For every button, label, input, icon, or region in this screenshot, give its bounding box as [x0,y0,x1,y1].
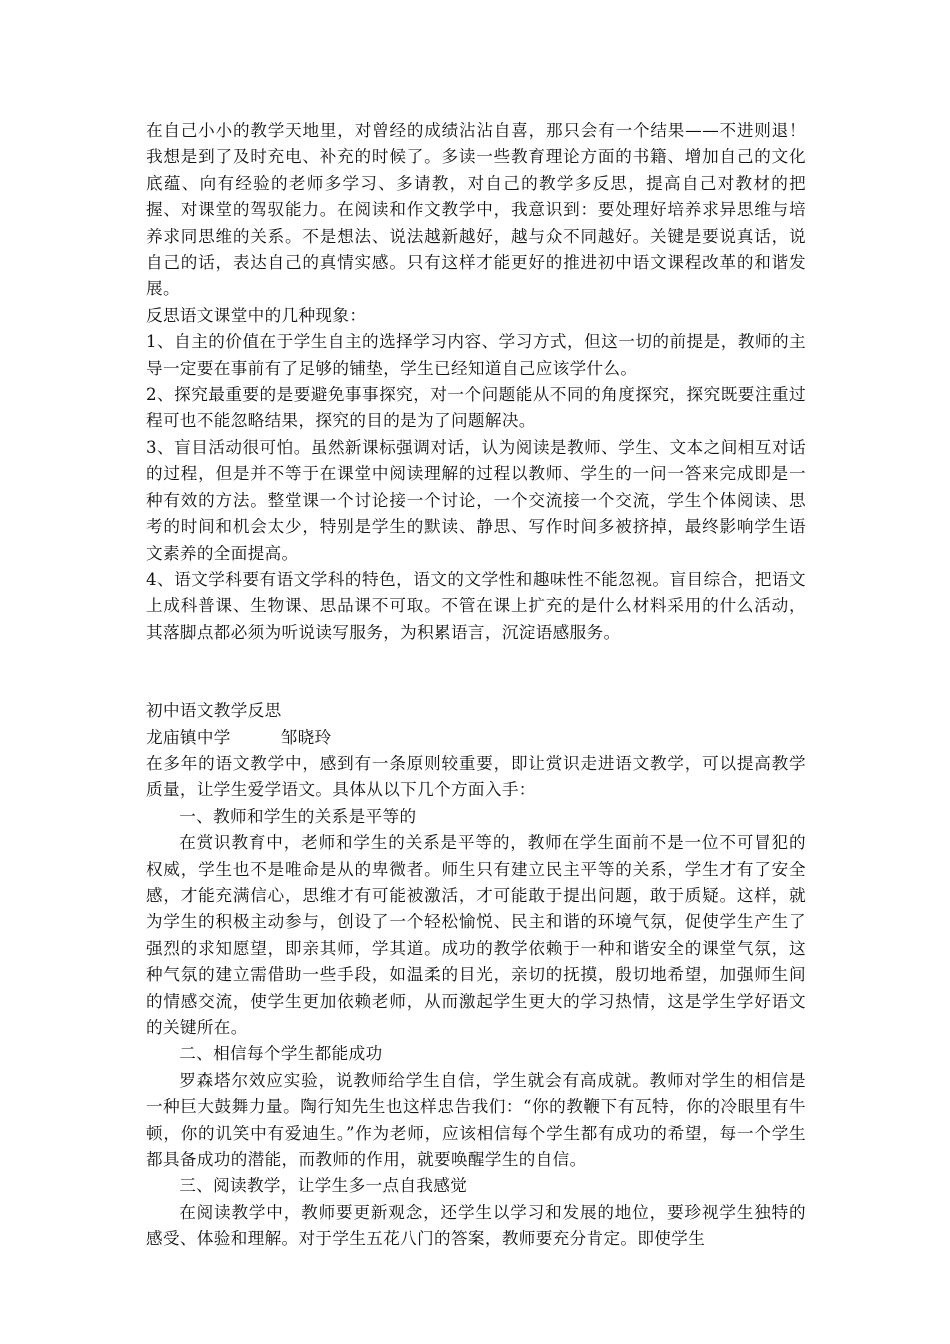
list-item-2: 2、探究最重要的是要避免事事探究，对一个问题能从不同的角度探究，探究既要注重过程可也不能忽略结果，探究的目的是为了问题解决。 [146,385,806,431]
subsection-heading-1: 一、教师和学生的关系是平等的 [179,806,417,826]
section-gap [146,646,806,698]
list-item-3: 3、盲目活动很可怕。虽然新课标强调对话，认为阅读是教师、学生、文本之间相互对话的过程，但是并不等于在课堂中阅读理解的过程以教师、学生的一问一答来完成即是一种有效的方法。整堂课一个讨论接一个讨论，一个交流接一个交流，学生个体阅读、思考的时间和机会太少，特别是学生的默读、静思、写作时间多被挤掉，最终影响学生语文素养的全面提高。 [146,437,806,563]
subsection-body-3: 在阅读教学中，教师要更新观念，还学生以学习和发展的地位，要珍视学生独特的感受、体验和理解。对于学生五花八门的答案，教师要充分肯定。即使学生 [146,1202,806,1249]
section-heading: 反思语文课堂中的几种现象： [146,305,367,325]
article-intro: 在多年的语文教学中，感到有一条原则较重要，即让赏识走进语文教学，可以提高教学质量，让学生爱学语文。具体从以下几个方面入手： [146,753,806,800]
article-title: 初中语文教学反思 [146,701,282,721]
intro-paragraph: 在自己小小的教学天地里，对曾经的成绩沾沾自喜，那只会有一个结果——不进则退！我想是到了及时充电、补充的时候了。多读一些教育理论方面的书籍、增加自己的文化底蕴、向有经验的老师多学习、多请教，对自己的教学多反思，提高自己对教材的把握、对课堂的驾驭能力。在阅读和作文教学中，我意识到：要处理好培养求异思维与培养求同思维的关系。不是想法、说法越新越好，越与众不同越好。关键是要说真话，说自己的话，表达自己的真情实感。只有这样才能更好的推进初中语文课程改革的和谐发展。 [146,121,806,299]
subsection-heading-3: 三、阅读教学，让学生多一点自我感觉 [179,1176,468,1196]
list-item-4: 4、语文学科要有语文学科的特色，语文的文学性和趣味性不能忽视。盲目综合，把语文上成科普课、生物课、思品课不可取。不管在课上扩充的是什么材料采用的什么活动，其落脚点都必须为听说读写服务，为积累语言，沉淀语感服务。 [146,569,806,642]
school-name: 龙庙镇中学 [146,727,231,747]
byline [146,725,806,751]
subsection-body-2: 罗森塔尔效应实验，说教师给学生自信，学生就会有高成就。教师对学生的相信是一种巨大鼓舞力量。陶行知先生也这样忠告我们：“你的教鞭下有瓦特，你的冷眼里有牛顿，你的讥笑中有爱迪生。”作为老师，应该相信每个学生都有成功的希望，每一个学生都具备成功的潜能，而教师的作用，就要唤醒学生的自信。 [146,1070,806,1170]
subsection-heading-2: 二、相信每个学生都能成功 [179,1044,383,1064]
list-item-1: 1、自主的价值在于学生自主的选择学习内容、学习方式，但这一切的前提是，教师的主导一定要在事前有了足够的铺垫，学生已经知道自己应该学什么。 [146,332,806,378]
author-name: 邹晓玲 [280,727,332,747]
document-page [146,118,806,1253]
subsection-body-1: 在赏识教育中，老师和学生的关系是平等的，教师在学生面前不是一位不可冒犯的权威，学生也不是唯命是从的卑微者。师生只有建立民主平等的关系，学生才有了安全感，才能充满信心，思维才有可能被激活，才可能敢于提出问题，敢于质疑。这样，就为学生的积极主动参与，创设了一个轻松愉悦、民主和谐的环境气氛，促使学生产生了强烈的求知愿望，即亲其师，学其道。成功的教学依赖于一种和谐安全的课堂气氛，这种气氛的建立需借助一些手段，如温柔的目光，亲切的抚摸，殷切地希望，加强师生间的情感交流，使学生更加依赖老师，从而激起学生更大的学习热情，这是学生学好语文的关键所在。 [146,833,806,1037]
